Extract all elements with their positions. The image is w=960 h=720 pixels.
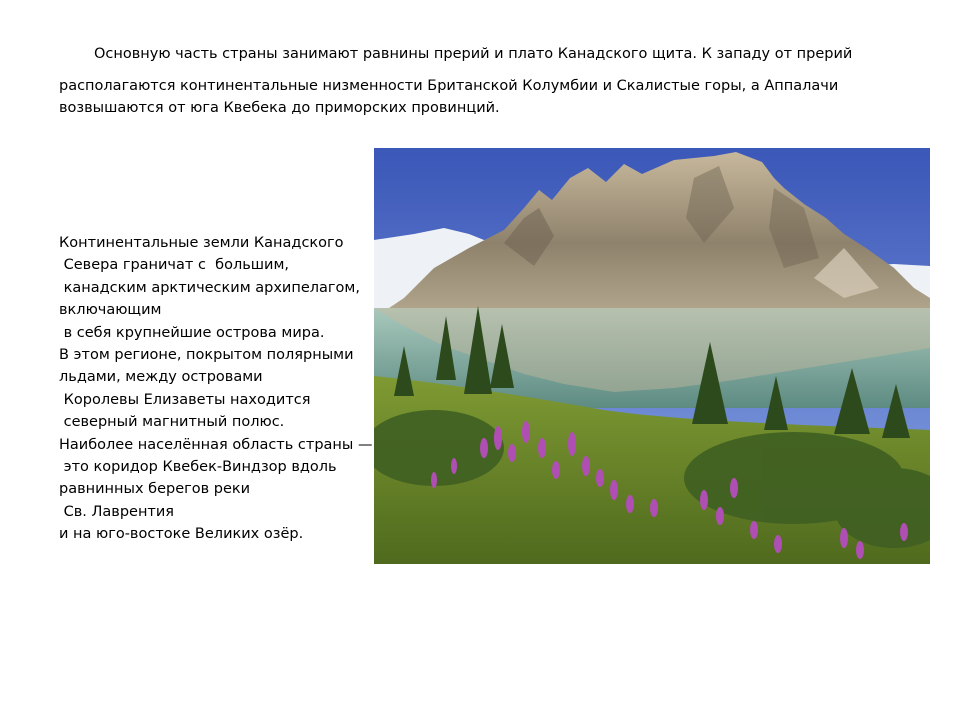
intro-text-line: Основную часть страны занимают равнины прерий и плато Канадского щита. К западу от прерий bbox=[94, 46, 853, 62]
side-text-line: Севера граничат с большим, bbox=[59, 257, 289, 274]
intro-text-line: располагаются континентальные низменности Британской Колумбии и Скалистые горы, а Аппалачи bbox=[59, 78, 839, 94]
side-text-line: Св. Лаврентия bbox=[59, 503, 175, 520]
side-text-line: и на юго-востоке Великих озёр. bbox=[59, 526, 304, 543]
side-text-line: северный магнитный полюс. bbox=[59, 414, 285, 431]
side-text-line: Континентальные земли Канадского bbox=[59, 235, 344, 251]
side-text-line: равнинных берегов реки bbox=[59, 481, 251, 498]
side-text-block bbox=[59, 232, 379, 546]
landscape-photo bbox=[374, 148, 930, 564]
side-text-line: Наиболее населённая область страны — bbox=[59, 436, 373, 453]
side-text-line: канадским арктическим архипелагом, bbox=[59, 279, 360, 296]
side-text-line: включающим bbox=[59, 302, 162, 319]
side-text-line: Королевы Елизаветы находится bbox=[59, 391, 311, 408]
intro-text-line: возвышаются от юга Квебека до приморских провинций. bbox=[59, 100, 500, 116]
side-text-line: это коридор Квебек-Виндзор вдоль bbox=[59, 459, 337, 476]
side-text-line: льдами, между островами bbox=[59, 369, 263, 386]
side-text-line: В этом регионе, покрытом полярными bbox=[59, 347, 354, 364]
side-text-line: в себя крупнейшие острова мира. bbox=[59, 324, 325, 341]
